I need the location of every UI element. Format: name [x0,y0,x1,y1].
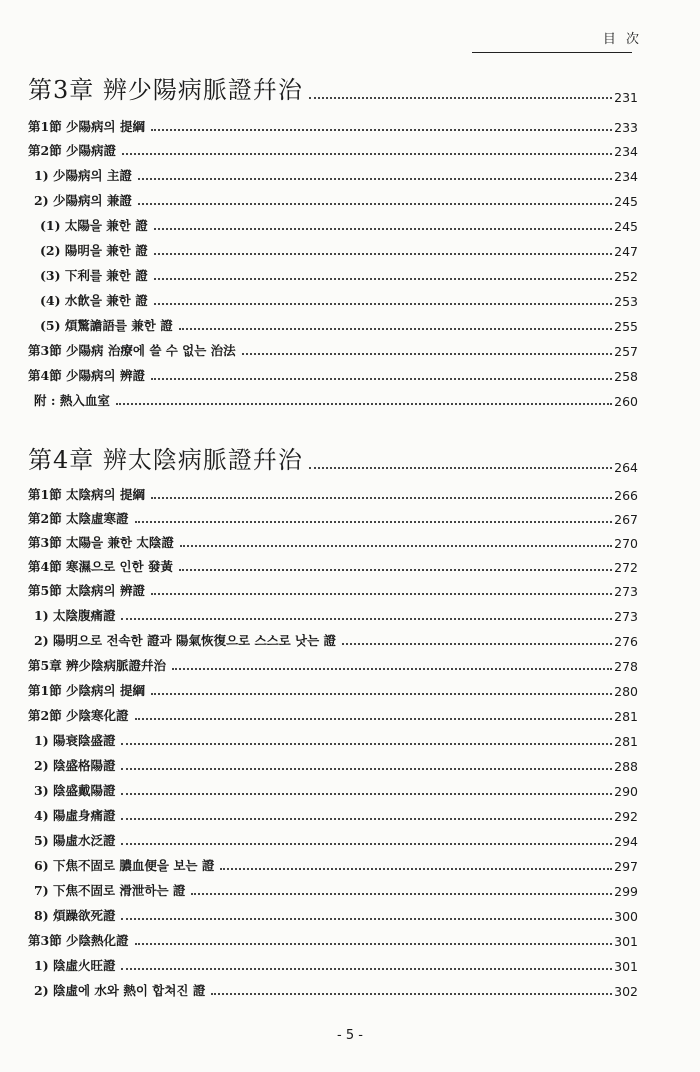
toc-entry [34,881,638,899]
toc-entry [28,141,638,159]
toc-entry-label: 7) 下焦不固로 滑泄하는 證 [34,883,186,898]
toc-entry-page: 300 [614,909,638,924]
toc-entry-label: 附 : 熱入血室 [34,393,110,408]
toc-entry [34,956,638,974]
dot-leader [220,868,612,870]
dot-leader [138,203,612,205]
toc-entry-label: 2) 陽明으로 전속한 證과 陽氣恢復으로 스스로 낫는 證 [34,633,337,648]
running-header: 目 次 [602,32,642,47]
dot-leader [121,843,612,845]
toc-entry [34,831,638,849]
toc-entry-page: 272 [614,560,638,575]
toc-entry-page: 233 [614,120,638,135]
toc-entry-label: 第3節 少陽病 治療에 쓸 수 없는 治法 [28,343,236,358]
toc-entry-page: 273 [614,609,638,624]
dot-leader [191,893,612,895]
toc-entry [28,656,638,674]
toc-entry [34,631,638,649]
toc-entry [34,391,638,409]
page-number: - 5 - [337,1028,363,1043]
toc-entry-page: 301 [614,934,638,949]
toc-entry-label: 第2節 少陽病證 [28,143,117,158]
toc-entry-page: 245 [614,219,638,234]
toc-entry-page: 252 [614,269,638,284]
toc-entry-page: 280 [614,684,638,699]
toc-entry-label: 2) 陰虛에 水와 熱이 합쳐진 證 [34,983,206,998]
toc-entry [28,533,638,551]
dot-leader [151,593,612,595]
toc-entry-page: 278 [614,659,638,674]
toc-entry-label: (1) 太陽을 兼한 證 [40,218,148,233]
dot-leader [154,278,612,280]
toc-entry-label: 4) 陽虛身痛證 [34,808,116,823]
toc-entry [34,981,638,999]
toc-entry-label: (5) 煩驚譫語를 兼한 證 [40,318,173,333]
dot-leader [151,497,612,499]
toc-entry-label: 第4章 辨太陰病脈證幷治 [28,446,303,474]
dot-leader [121,968,612,970]
toc-entry-page: 266 [614,488,638,503]
toc-entry-page: 273 [614,584,638,599]
toc-entry-page: 247 [614,244,638,259]
toc-entry-label: 1) 少陽病의 主證 [34,168,132,183]
toc-entry [40,266,638,284]
toc-entry-page: 301 [614,959,638,974]
toc-entry [28,341,638,359]
toc-entry-page: 245 [614,194,638,209]
toc-entry-page: 302 [614,984,638,999]
toc-entry [34,856,638,874]
toc-entry [28,117,638,135]
toc-entry-label: 第1節 少陰病의 提綱 [28,683,145,698]
dot-leader [154,303,612,305]
toc-entry-page: 276 [614,634,638,649]
dot-leader [135,521,613,523]
toc-entry-page: 267 [614,512,638,527]
dot-leader [180,545,612,547]
dot-leader [211,993,612,995]
toc-entry-page: 281 [614,734,638,749]
toc-entry [28,931,638,949]
toc-entry-label: 第1節 少陽病의 提綱 [28,119,145,134]
toc-entry-chapter-3 [28,70,638,105]
dot-leader [309,467,612,469]
toc-entry [34,731,638,749]
toc-entry-label: 第2節 少陰寒化證 [28,708,129,723]
toc-entry [34,806,638,824]
toc-entry [28,681,638,699]
dot-leader [121,768,612,770]
toc-entry-label: 8) 煩躁欲死證 [34,908,116,923]
toc-entry-label: 1) 陰虛火旺證 [34,958,116,973]
toc-entry-label: 第2節 太陰虛寒證 [28,511,129,526]
toc-entry-page: 294 [614,834,638,849]
toc-entry [40,291,638,309]
toc-entry-page: 258 [614,369,638,384]
toc-entry [34,781,638,799]
toc-entry-label: 1) 太陰腹痛證 [34,608,116,623]
dot-leader [121,743,612,745]
toc-entry-page: 257 [614,344,638,359]
toc-entry [40,316,638,334]
toc-entry-page: 290 [614,784,638,799]
toc-entry-page: 234 [614,169,638,184]
dot-leader [135,718,613,720]
toc-entry-label: 6) 下焦不固로 膿血便을 보는 證 [34,858,215,873]
dot-leader [151,693,612,695]
toc-entry-page: 281 [614,709,638,724]
toc-entry-label: 第3節 太陽을 兼한 太陰證 [28,535,174,550]
toc-entry [28,485,638,503]
dot-leader [121,618,612,620]
toc-entry-page: 231 [614,90,638,105]
header-rule [472,52,632,53]
toc-entry-label: 第3節 少陰熱化證 [28,933,129,948]
toc-entry-label: (2) 陽明을 兼한 證 [40,243,148,258]
toc-entry-label: 5) 陽虛水泛證 [34,833,116,848]
toc-entry-page: 270 [614,536,638,551]
toc-entry-page: 299 [614,884,638,899]
toc-entry-label: 2) 陰盛格陽證 [34,758,116,773]
dot-leader [179,328,612,330]
toc-entry-page: 253 [614,294,638,309]
toc-entry-label: 2) 少陽病의 兼證 [34,193,132,208]
dot-leader [154,253,612,255]
toc-entry-label: 1) 陽衰陰盛證 [34,733,116,748]
toc-entry [34,191,638,209]
dot-leader [121,918,612,920]
dot-leader [179,569,612,571]
toc-entry-label: 3) 陰盛戴陽證 [34,783,116,798]
toc-entry-page: 292 [614,809,638,824]
toc-entry-page: 264 [614,460,638,475]
toc-entry [28,366,638,384]
toc-entry-label: 第3章 辨少陽病脈證幷治 [28,76,303,104]
toc-entry [40,241,638,259]
dot-leader [309,97,612,99]
toc-entry [34,606,638,624]
dot-leader [242,353,612,355]
toc-entry-label: 第1節 太陰病의 提綱 [28,487,145,502]
dot-leader [116,403,612,405]
dot-leader [138,178,612,180]
toc-entry [34,906,638,924]
toc-entry [28,557,638,575]
toc-entry-label: 第5節 太陰病의 辨證 [28,583,145,598]
toc-entry [34,166,638,184]
toc-entry [40,216,638,234]
dot-leader [121,793,612,795]
toc-entry-page: 260 [614,394,638,409]
toc-entry-label: 第4節 寒濕으로 인한 發黃 [28,559,174,574]
toc-entry-page: 234 [614,144,638,159]
toc-entry-label: 第4節 少陽病의 辨證 [28,368,145,383]
toc-entry [28,581,638,599]
dot-leader [151,378,612,380]
toc-entry [28,509,638,527]
dot-leader [172,668,612,670]
toc-entry [34,756,638,774]
toc-entry-label: (3) 下利를 兼한 證 [40,268,148,283]
toc-entry-page: 297 [614,859,638,874]
dot-leader [151,129,612,131]
toc-entry-label: (4) 水飮을 兼한 證 [40,293,148,308]
dot-leader [154,228,612,230]
dot-leader [122,153,612,155]
dot-leader [135,943,613,945]
toc-entry-page: 255 [614,319,638,334]
toc-entry-page: 288 [614,759,638,774]
toc-entry-label: 第5章 辨少陰病脈證幷治 [28,658,167,673]
dot-leader [121,818,612,820]
dot-leader [342,643,612,645]
toc-entry-chapter-4 [28,440,638,475]
toc-entry [28,706,638,724]
